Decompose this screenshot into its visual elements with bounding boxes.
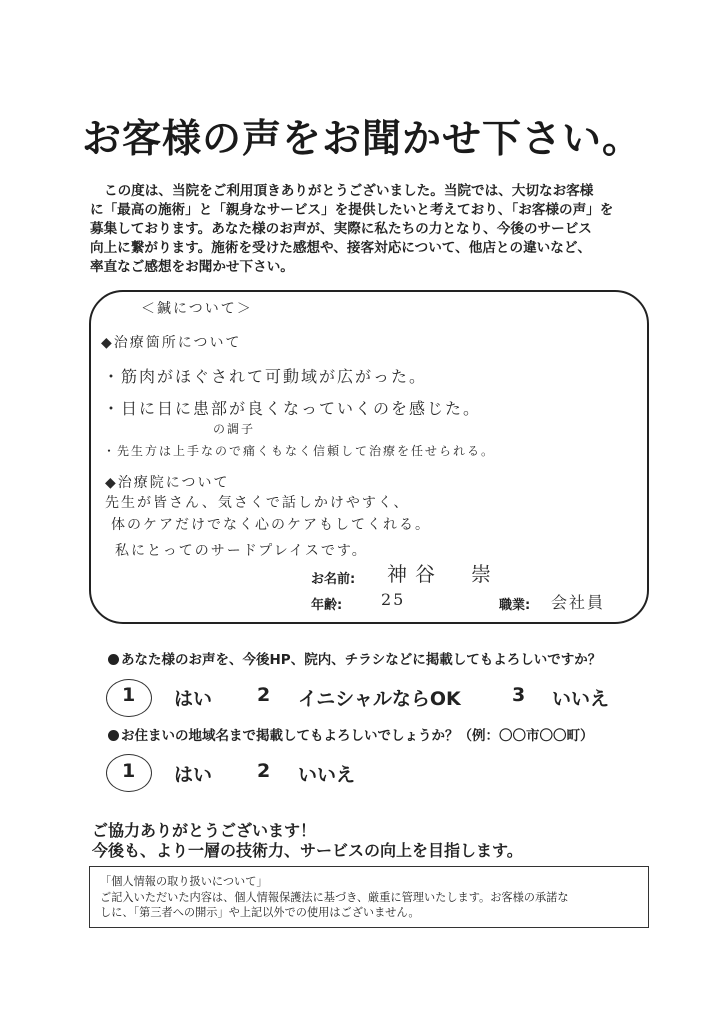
question-1 xyxy=(108,648,601,668)
handwritten-note: の調子 xyxy=(213,422,256,436)
thanks-line-1: ご協力ありがとうございます！ xyxy=(92,821,317,840)
age-label: 年齢: xyxy=(311,598,343,613)
q1-option-1-label[interactable]: はい xyxy=(174,688,213,710)
intro-line: 向上に繋がります。施術を受けた感想や、接客対応について、他店との違いなど、 xyxy=(90,240,592,256)
job-value: 会社員 xyxy=(551,593,606,612)
intro-line: この度は、当院をご利用頂きありがとうございました。当院では、大切なお客様 xyxy=(104,183,594,199)
privacy-notice xyxy=(89,866,649,928)
handwritten-line: 私にとってのサードプレイスです。 xyxy=(115,543,368,559)
handwritten-line: 体のケアだけでなく心のケアもしてくれる。 xyxy=(111,517,431,533)
question-2-text: お住まいの地域名まで掲載してもよろしいでしょうか？（例：〇〇市〇〇町） xyxy=(121,728,594,744)
handwritten-line: ・先生方は上手なので痛くもなく信頼して治療を任せられる。 xyxy=(103,444,496,458)
intro-paragraph xyxy=(90,182,650,277)
page-title: お客様の声をお聞かせ下さい。 xyxy=(81,117,642,162)
handwritten-line: ◆治療箇所について xyxy=(101,335,242,351)
intro-line: 募集しております。あなた様のお声が、実際に私たちの力となり、今後のサービス xyxy=(90,221,592,237)
handwritten-line: 先生が皆さん、気さくで話しかけやすく、 xyxy=(105,495,410,511)
q2-option-1-number[interactable]: 1 xyxy=(122,760,136,782)
job-label: 職業: xyxy=(499,598,531,613)
q1-option-2-label[interactable]: イニシャルならOK xyxy=(298,688,461,710)
bullet-icon xyxy=(108,654,119,665)
name-label: お名前: xyxy=(311,572,356,587)
name-value: 神谷 崇 xyxy=(387,562,499,586)
q2-option-1-label[interactable]: はい xyxy=(174,764,213,786)
privacy-line: ご記入いただいた内容は、個人情報保護法に基づき、厳重に管理いたします。お客様の承諾な xyxy=(100,890,569,904)
intro-line: に「最高の施術」と「親身なサービス」を提供したいと考えており、「お客様の声」を xyxy=(90,202,614,218)
q1-option-1-number[interactable]: 1 xyxy=(122,684,136,706)
q2-option-2-number[interactable]: 2 xyxy=(257,760,271,782)
q1-option-3-number[interactable]: 3 xyxy=(512,684,526,706)
bullet-icon xyxy=(108,730,119,741)
q1-option-2-number[interactable]: 2 xyxy=(257,684,271,706)
handwritten-heading: ＜鍼について＞ xyxy=(141,301,253,317)
handwritten-line: ・日に日に患部が良くなっていくのを感じた。 xyxy=(103,399,482,418)
q2-option-2-label[interactable]: いいえ xyxy=(298,764,356,786)
handwritten-line: ◆治療院について xyxy=(105,475,230,491)
intro-line: 率直なご感想をお聞かせ下さい。 xyxy=(90,259,294,275)
age-value: 25 xyxy=(381,590,406,609)
privacy-line: しに、「第三者への開示」や上記以外での使用はございません。 xyxy=(100,906,420,919)
question-2 xyxy=(108,724,594,744)
thanks-line-2: 今後も、より一層の技術力、サービスの向上を目指します。 xyxy=(92,841,523,860)
question-1-text: あなた様のお声を、今後HP、院内、チラシなどに掲載してもよろしいですか？ xyxy=(121,652,602,668)
voice-box xyxy=(89,290,649,624)
q1-option-3-label[interactable]: いいえ xyxy=(552,688,610,710)
privacy-heading: 「個人情報の取り扱いについて」 xyxy=(100,875,268,888)
handwritten-line: ・筋肉がほぐされて可動域が広がった。 xyxy=(103,367,428,386)
